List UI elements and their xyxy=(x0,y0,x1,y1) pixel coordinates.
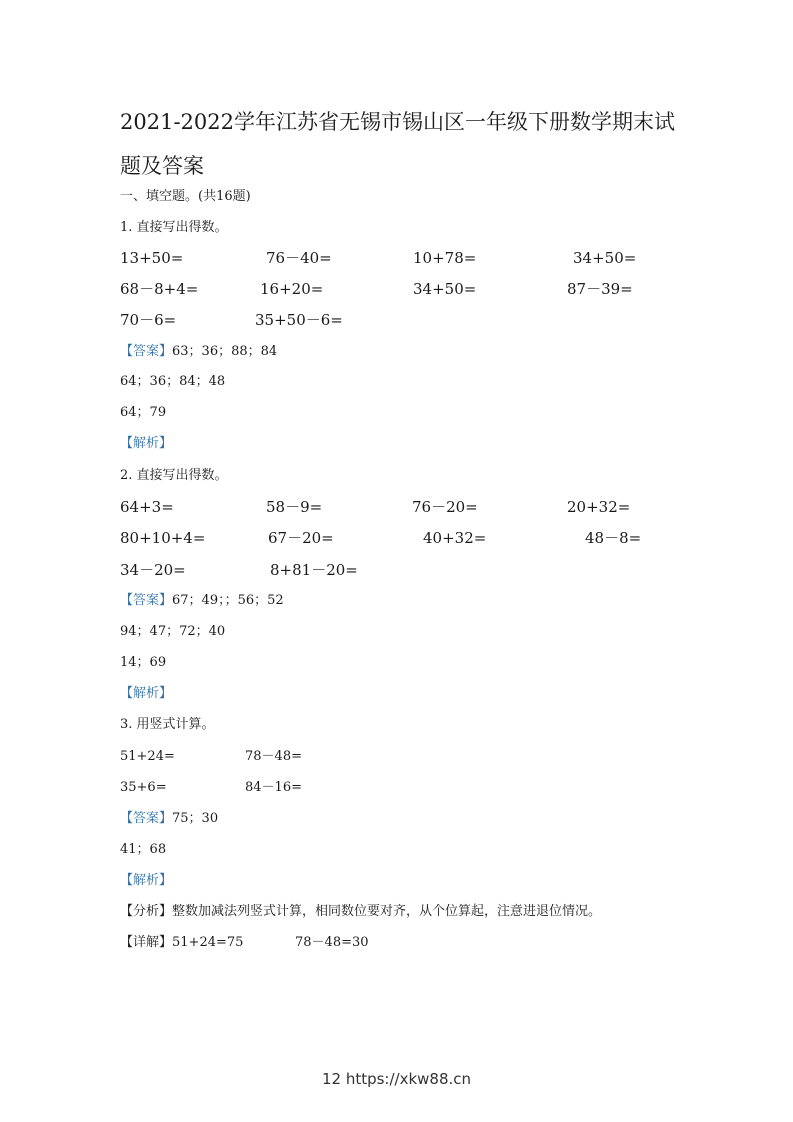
q3-expr: 84－16= xyxy=(245,780,302,795)
q2-expr: 67－20= xyxy=(268,529,334,547)
q2-expr: 8+81－20= xyxy=(270,561,358,579)
q1-answer xyxy=(120,343,277,361)
answer-tag: 【答案】 xyxy=(120,344,173,359)
q3-prompt: 3. 用竖式计算。 xyxy=(120,717,215,732)
q1-expr: 70－6= xyxy=(120,311,177,329)
q3-xiangjie xyxy=(120,934,369,952)
q2-answer-line-2: 94；47；72；40 xyxy=(120,624,226,639)
section-heading: 一、填空题。(共16题) xyxy=(120,189,251,204)
q2-expr: 58－9= xyxy=(266,498,323,516)
q2-row-3 xyxy=(0,559,793,581)
q1-expr: 87－39= xyxy=(567,280,633,298)
q2-prompt: 2. 直接写出得数。 xyxy=(120,468,228,483)
q2-expr: 34－20= xyxy=(120,561,186,579)
xiangjie-tag: 【详解】 xyxy=(120,935,173,950)
q1-analysis-tag: 【解析】 xyxy=(120,436,173,451)
q1-expr: 16+20= xyxy=(260,280,324,298)
answer-text: 63；36；88；84 xyxy=(172,344,278,359)
q3-answer xyxy=(120,810,218,828)
q2-expr: 48－8= xyxy=(585,529,642,547)
q1-expr: 68－8+4= xyxy=(120,280,199,298)
q1-expr: 13+50= xyxy=(120,249,184,267)
page-footer: 12 https://xkw88.cn xyxy=(321,1070,472,1088)
q2-expr: 20+32= xyxy=(567,498,631,516)
q1-answer-line-3: 64；79 xyxy=(120,405,167,420)
q3-answer-line-2: 41；68 xyxy=(120,842,167,857)
q3-fenxi: 【分析】整数加减法列竖式计算，相同数位要对齐，从个位算起，注意进退位情况。 xyxy=(120,904,602,919)
q1-row-2 xyxy=(0,278,793,300)
q3-expr: 51+24= xyxy=(120,749,175,764)
q2-row-1 xyxy=(0,496,793,518)
q3-row-1 xyxy=(120,748,302,766)
xiangjie-item: 51+24=75 xyxy=(172,935,244,950)
q2-expr: 80+10+4= xyxy=(120,529,206,547)
q2-expr: 40+32= xyxy=(423,529,487,547)
q2-expr: 64+3= xyxy=(120,498,174,516)
answer-tag: 【答案】 xyxy=(120,811,173,826)
q3-expr: 78－48= xyxy=(245,749,302,764)
q2-answer xyxy=(120,592,284,610)
q1-prompt: 1. 直接写出得数。 xyxy=(120,220,228,235)
q1-expr: 35+50－6= xyxy=(255,311,343,329)
xiangjie-item: 78－48=30 xyxy=(295,935,369,950)
q3-expr: 35+6= xyxy=(120,780,167,795)
q2-analysis-tag: 【解析】 xyxy=(120,686,173,701)
q1-row-1 xyxy=(0,247,793,269)
answer-text: 67；49；；56；52 xyxy=(172,593,284,608)
q2-row-2 xyxy=(0,527,793,549)
q3-analysis-tag: 【解析】 xyxy=(120,873,173,888)
answer-text: 75；30 xyxy=(172,811,219,826)
q1-expr: 34+50= xyxy=(413,280,477,298)
q1-answer-line-2: 64；36；84；48 xyxy=(120,374,226,389)
q2-answer-line-3: 14；69 xyxy=(120,655,167,670)
q1-expr: 76－40= xyxy=(266,249,332,267)
q1-expr: 34+50= xyxy=(573,249,637,267)
q1-row-3 xyxy=(0,309,793,331)
q3-row-2 xyxy=(120,779,302,797)
answer-tag: 【答案】 xyxy=(120,593,173,608)
q1-expr: 10+78= xyxy=(413,249,477,267)
q2-expr: 76－20= xyxy=(412,498,478,516)
page-title: 2021-2022学年江苏省无锡市锡山区一年级下册数学期末试题及答案 xyxy=(120,110,675,178)
